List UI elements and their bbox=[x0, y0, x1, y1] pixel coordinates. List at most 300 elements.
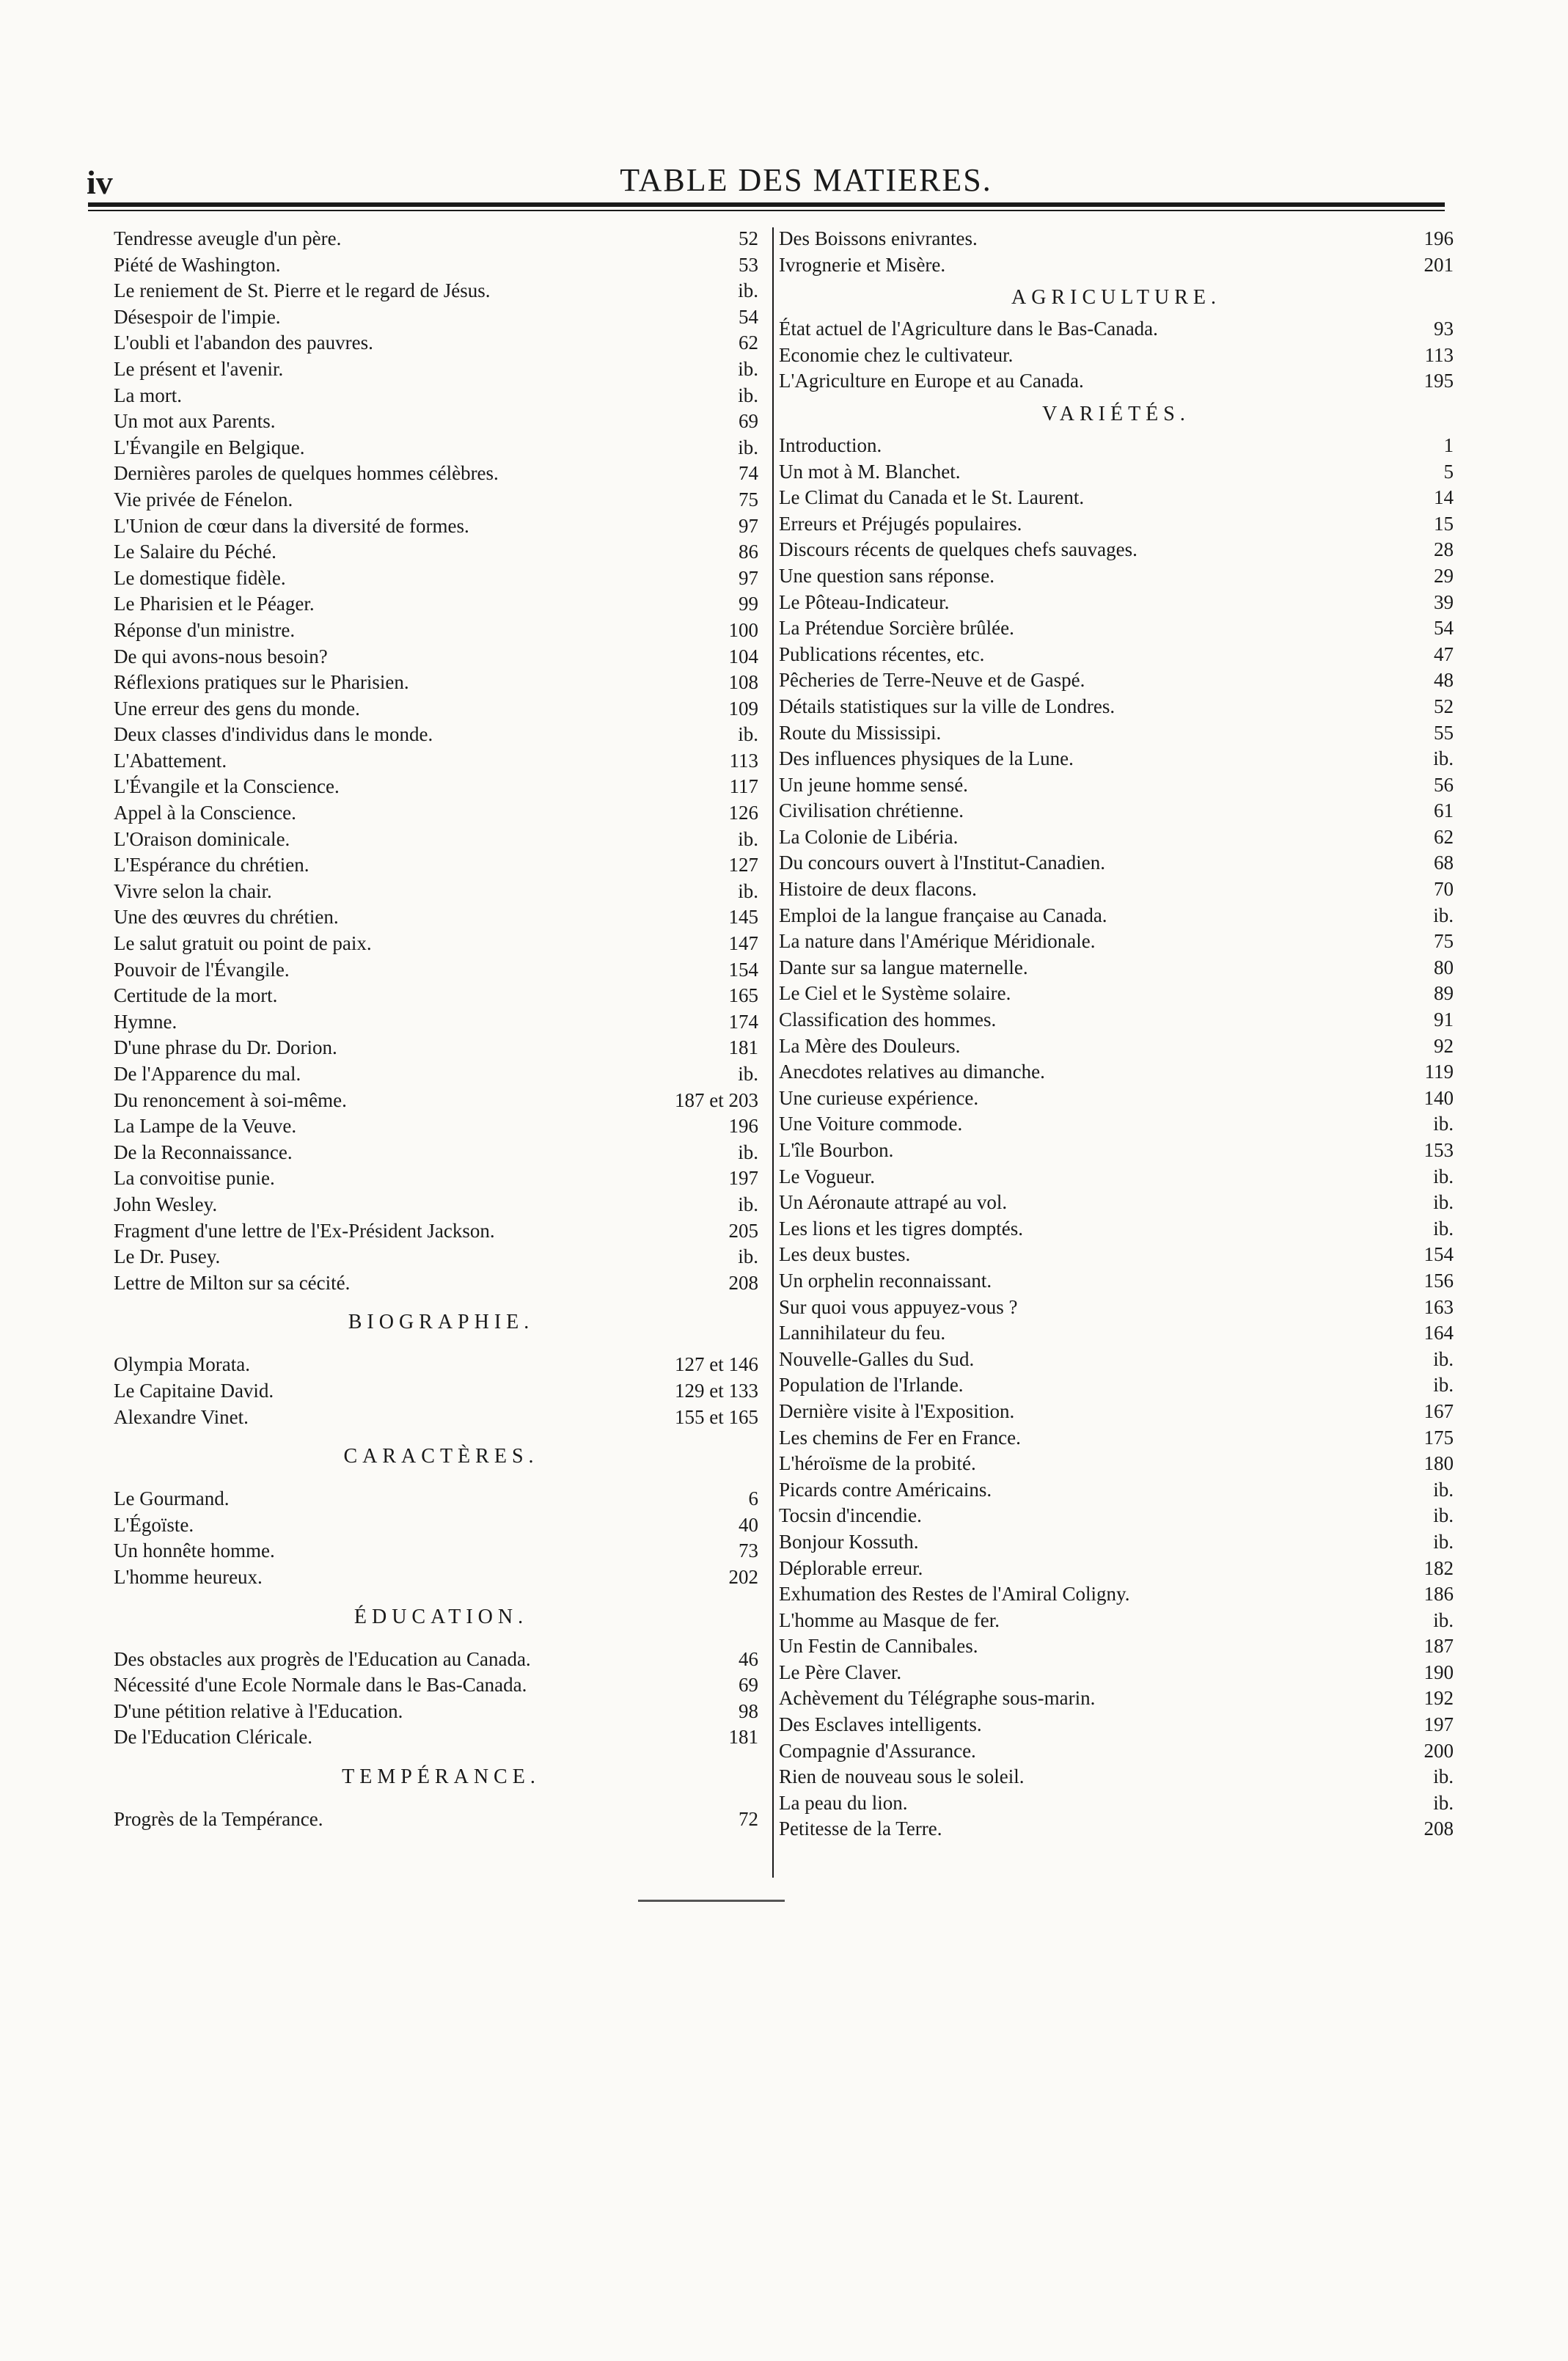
toc-entry-title: Rien de nouveau sous le soleil. bbox=[779, 1765, 1025, 1788]
toc-entry-title: Vivre selon la chair. bbox=[114, 879, 272, 902]
toc-entry bbox=[114, 591, 769, 618]
toc-entry bbox=[114, 1113, 769, 1140]
toc-entry bbox=[779, 226, 1454, 252]
toc-entry-title: Le Dr. Pusey. bbox=[114, 1245, 221, 1268]
toc-entry-page: 47 bbox=[1434, 643, 1454, 665]
toc-entry bbox=[779, 1268, 1454, 1295]
toc-entry-title: Sur quoi vous appuyez-vous ? bbox=[779, 1295, 1018, 1318]
toc-entry-page: 68 bbox=[1434, 852, 1454, 874]
column-divider bbox=[772, 227, 774, 1878]
toc-entry bbox=[114, 1035, 769, 1061]
toc-entry bbox=[114, 1352, 769, 1378]
toc-entry bbox=[779, 537, 1454, 563]
toc-entry-page: 155 et 165 bbox=[675, 1405, 758, 1428]
toc-entry bbox=[114, 618, 769, 644]
toc-entry-title: Le Capitaine David. bbox=[114, 1379, 274, 1402]
toc-entry-page: 208 bbox=[728, 1271, 758, 1294]
toc-entry bbox=[114, 409, 769, 435]
toc-entry bbox=[779, 1007, 1454, 1033]
toc-entry-title: L'Agriculture en Europe et au Canada. bbox=[779, 370, 1084, 392]
toc-entry-title: Désespoir de l'impie. bbox=[114, 305, 281, 328]
toc-entry-title: Emploi de la langue française au Canada. bbox=[779, 904, 1107, 926]
toc-entry bbox=[114, 696, 769, 722]
toc-entry bbox=[779, 485, 1454, 511]
toc-entry-page: ib. bbox=[1433, 1530, 1454, 1553]
toc-entry bbox=[779, 1764, 1454, 1790]
toc-entry-page: 147 bbox=[728, 932, 758, 955]
toc-entry bbox=[114, 1378, 769, 1405]
toc-entry-page: 52 bbox=[1434, 695, 1454, 717]
toc-entry-page: ib. bbox=[1433, 904, 1454, 926]
toc-entry-page: 75 bbox=[1434, 930, 1454, 953]
toc-entry-title: Pouvoir de l'Évangile. bbox=[114, 958, 290, 981]
toc-entry bbox=[114, 774, 769, 800]
toc-entry bbox=[779, 1033, 1454, 1060]
toc-entry bbox=[779, 1372, 1454, 1399]
toc-entry-title: La Lampe de la Veuve. bbox=[114, 1115, 297, 1138]
toc-entry-page: 53 bbox=[739, 253, 758, 276]
toc-entry-title: L'héroïsme de la probité. bbox=[779, 1452, 976, 1475]
toc-entry bbox=[779, 824, 1454, 851]
toc-entry bbox=[114, 1192, 769, 1218]
toc-entry bbox=[779, 1111, 1454, 1138]
toc-entry-title: Bonjour Kossuth. bbox=[779, 1530, 919, 1553]
toc-entry-title: Des influences physiques de la Lune. bbox=[779, 747, 1074, 770]
toc-entry-page: ib. bbox=[738, 1245, 758, 1268]
toc-entry-page: 73 bbox=[739, 1540, 758, 1562]
toc-entry bbox=[779, 1059, 1454, 1086]
toc-entry-page: ib. bbox=[1433, 1191, 1454, 1214]
toc-entry-page: 164 bbox=[1424, 1322, 1454, 1344]
page-number: iv bbox=[87, 164, 113, 201]
toc-entry-page: 192 bbox=[1424, 1687, 1454, 1710]
toc-entry bbox=[779, 667, 1454, 694]
toc-entry-title: Un honnête homme. bbox=[114, 1540, 275, 1562]
toc-entry bbox=[114, 226, 769, 252]
toc-entry-page: ib. bbox=[1433, 1113, 1454, 1135]
toc-entry-title: L'homme heureux. bbox=[114, 1565, 263, 1588]
toc-entry bbox=[114, 1218, 769, 1245]
toc-entry-page: 62 bbox=[1434, 825, 1454, 848]
toc-entry-title: Anecdotes relatives au dimanche. bbox=[779, 1061, 1045, 1083]
toc-entry-title: Le Climat du Canada et le St. Laurent. bbox=[779, 486, 1085, 509]
toc-entry-page: 54 bbox=[739, 305, 758, 328]
toc-entry-title: Hymne. bbox=[114, 1010, 177, 1033]
toc-entry-page: 69 bbox=[739, 410, 758, 433]
header-rule-thick bbox=[88, 202, 1445, 207]
toc-entry bbox=[114, 356, 769, 383]
toc-entry-page: 40 bbox=[739, 1513, 758, 1536]
toc-entry-page: 6 bbox=[748, 1487, 758, 1510]
toc-entry-page: 195 bbox=[1424, 370, 1454, 392]
toc-entry-title: Lannihilateur du feu. bbox=[779, 1322, 946, 1344]
toc-entry-title: Des obstacles aux progrès de l'Education au Canada. bbox=[114, 1647, 531, 1670]
toc-entry-page: 69 bbox=[739, 1674, 758, 1696]
toc-entry bbox=[779, 1503, 1454, 1529]
toc-entry-page: ib. bbox=[1433, 1478, 1454, 1501]
toc-entry-page: 56 bbox=[1434, 773, 1454, 796]
toc-entry-title: Les deux bustes. bbox=[779, 1243, 911, 1266]
toc-entry bbox=[779, 368, 1454, 395]
toc-entry-title: L'Oraison dominicale. bbox=[114, 827, 290, 850]
toc-entry bbox=[114, 800, 769, 827]
toc-entry bbox=[114, 1088, 769, 1114]
toc-entry-title: Civilisation chrétienne. bbox=[779, 799, 964, 822]
toc-entry-title: Tendresse aveugle d'un père. bbox=[114, 227, 342, 249]
toc-entry bbox=[114, 1724, 769, 1751]
toc-entry-title: Dernière visite à l'Exposition. bbox=[779, 1399, 1015, 1422]
toc-entry bbox=[114, 1165, 769, 1192]
section-heading: TEMPÉRANCE. bbox=[342, 1765, 541, 1788]
toc-entry-title: Deux classes d'individus dans le monde. bbox=[114, 723, 433, 746]
toc-entry-title: John Wesley. bbox=[114, 1193, 218, 1215]
toc-entry-page: ib. bbox=[738, 1141, 758, 1163]
toc-entry-title: Economie chez le cultivateur. bbox=[779, 343, 1014, 366]
toc-entry bbox=[779, 1138, 1454, 1164]
toc-entry-page: 119 bbox=[1424, 1061, 1454, 1083]
toc-entry-page: 15 bbox=[1434, 512, 1454, 535]
toc-entry-page: 153 bbox=[1424, 1139, 1454, 1161]
toc-entry-page: 28 bbox=[1434, 538, 1454, 561]
toc-entry-title: Olympia Morata. bbox=[114, 1353, 250, 1376]
toc-entry bbox=[114, 748, 769, 775]
toc-entry-title: L'homme au Masque de fer. bbox=[779, 1608, 1000, 1631]
toc-entry-title: L'Évangile et la Conscience. bbox=[114, 775, 340, 798]
toc-entry-page: 48 bbox=[1434, 669, 1454, 692]
toc-entry bbox=[114, 304, 769, 331]
toc-entry-title: Le Vogueur. bbox=[779, 1165, 875, 1187]
toc-entry-title: Population de l'Irlande. bbox=[779, 1374, 964, 1397]
toc-entry bbox=[779, 772, 1454, 799]
toc-entry-page: 54 bbox=[1434, 617, 1454, 640]
toc-entry bbox=[779, 433, 1454, 459]
toc-entry-page: 182 bbox=[1424, 1556, 1454, 1579]
toc-entry-title: Réflexions pratiques sur le Pharisien. bbox=[114, 671, 409, 694]
toc-entry-page: 200 bbox=[1424, 1739, 1454, 1762]
toc-entry-title: Picards contre Américains. bbox=[779, 1478, 992, 1501]
toc-entry bbox=[779, 1086, 1454, 1112]
toc-entry-page: ib. bbox=[738, 723, 758, 746]
toc-entry-title: Petitesse de la Terre. bbox=[779, 1818, 942, 1840]
toc-entry bbox=[779, 1242, 1454, 1268]
toc-entry bbox=[779, 459, 1454, 486]
toc-entry-title: L'Union de cœur dans la diversité de formes. bbox=[114, 514, 469, 537]
toc-entry bbox=[114, 1486, 769, 1512]
toc-entry-page: 154 bbox=[1424, 1243, 1454, 1266]
toc-entry-title: Lettre de Milton sur sa cécité. bbox=[114, 1271, 351, 1294]
toc-entry bbox=[114, 904, 769, 931]
toc-entry bbox=[114, 1807, 769, 1833]
toc-entry-title: L'Égoïste. bbox=[114, 1513, 194, 1536]
toc-entry bbox=[779, 1738, 1454, 1765]
toc-entry-page: 205 bbox=[728, 1219, 758, 1242]
toc-entry bbox=[114, 278, 769, 304]
toc-entry-title: Le Pôteau-Indicateur. bbox=[779, 590, 950, 613]
toc-entry bbox=[779, 511, 1454, 538]
toc-entry bbox=[114, 435, 769, 461]
header-rule-thin bbox=[88, 210, 1445, 211]
toc-entry-title: Fragment d'une lettre de l'Ex-Président Jackson. bbox=[114, 1219, 495, 1242]
toc-entry-title: Un Festin de Cannibales. bbox=[779, 1635, 978, 1658]
toc-entry-title: Appel à la Conscience. bbox=[114, 802, 296, 824]
toc-entry bbox=[114, 670, 769, 696]
toc-entry-page: 187 bbox=[1424, 1635, 1454, 1658]
toc-entry bbox=[779, 981, 1454, 1007]
toc-entry-page: 180 bbox=[1424, 1452, 1454, 1475]
toc-entry-page: 108 bbox=[728, 671, 758, 694]
toc-entry bbox=[779, 1633, 1454, 1660]
toc-entry-title: Une question sans réponse. bbox=[779, 564, 994, 587]
toc-entry-title: Le domestique fidèle. bbox=[114, 566, 286, 589]
toc-entry-page: 181 bbox=[728, 1036, 758, 1059]
toc-entry-page: 117 bbox=[729, 775, 758, 798]
toc-entry-page: 100 bbox=[728, 618, 758, 641]
toc-entry bbox=[114, 1270, 769, 1297]
toc-entry-page: 1 bbox=[1443, 433, 1454, 456]
toc-entry-page: 61 bbox=[1434, 799, 1454, 822]
toc-entry-title: Une erreur des gens du monde. bbox=[114, 697, 360, 720]
toc-entry-page: ib. bbox=[738, 384, 758, 406]
toc-entry-page: 113 bbox=[729, 749, 758, 772]
toc-entry bbox=[779, 1556, 1454, 1582]
toc-entry-title: Dernières paroles de quelques hommes célèbres. bbox=[114, 462, 499, 485]
toc-entry bbox=[779, 1712, 1454, 1738]
toc-entry bbox=[114, 1405, 769, 1431]
toc-entry-title: La Prétendue Sorcière brûlée. bbox=[779, 617, 1014, 640]
toc-entry bbox=[779, 1581, 1454, 1608]
toc-entry bbox=[779, 694, 1454, 720]
toc-entry bbox=[114, 827, 769, 853]
toc-entry-title: De l'Apparence du mal. bbox=[114, 1063, 301, 1085]
toc-entry-page: 72 bbox=[739, 1807, 758, 1830]
toc-entry-page: 86 bbox=[739, 541, 758, 563]
section-heading: CARACTÈRES. bbox=[343, 1445, 539, 1468]
toc-entry-page: ib. bbox=[1433, 1347, 1454, 1370]
toc-entry bbox=[779, 1190, 1454, 1216]
toc-entry-page: 129 et 133 bbox=[675, 1379, 758, 1402]
toc-entry bbox=[114, 487, 769, 513]
toc-entry-title: De la Reconnaissance. bbox=[114, 1141, 293, 1163]
toc-entry-page: 62 bbox=[739, 332, 758, 354]
toc-entry bbox=[779, 343, 1454, 369]
toc-entry bbox=[114, 252, 769, 279]
toc-entry-title: Publications récentes, etc. bbox=[779, 643, 985, 665]
section-heading: ÉDUCATION. bbox=[353, 1605, 529, 1628]
toc-entry-page: 156 bbox=[1424, 1269, 1454, 1292]
toc-entry-page: ib. bbox=[1433, 1504, 1454, 1527]
toc-entry bbox=[779, 1790, 1454, 1817]
toc-entry-page: ib. bbox=[1433, 1217, 1454, 1240]
toc-entry-title: La Mère des Douleurs. bbox=[779, 1034, 961, 1057]
toc-entry-title: Le Père Claver. bbox=[779, 1661, 902, 1683]
toc-entry bbox=[779, 876, 1454, 903]
toc-entry bbox=[779, 929, 1454, 955]
section-heading: VARIÉTÉS. bbox=[1042, 402, 1190, 425]
toc-entry-page: 190 bbox=[1424, 1661, 1454, 1683]
toc-entry-title: Classification des hommes. bbox=[779, 1009, 997, 1031]
toc-entry-title: Discours récents de quelques chefs sauvages. bbox=[779, 538, 1137, 561]
toc-entry-title: Ivrognerie et Misère. bbox=[779, 253, 946, 276]
toc-entry-title: Réponse d'un ministre. bbox=[114, 618, 296, 641]
toc-entry-page: 55 bbox=[1434, 721, 1454, 744]
toc-entry-page: 14 bbox=[1434, 486, 1454, 509]
toc-entry bbox=[779, 1529, 1454, 1556]
toc-entry-page: 127 bbox=[728, 854, 758, 876]
toc-entry-title: D'une phrase du Dr. Dorion. bbox=[114, 1036, 337, 1059]
toc-entry bbox=[114, 931, 769, 957]
toc-entry-page: 89 bbox=[1434, 982, 1454, 1005]
toc-entry-page: 70 bbox=[1434, 878, 1454, 901]
toc-entry bbox=[779, 1816, 1454, 1842]
toc-entry-page: 163 bbox=[1424, 1295, 1454, 1318]
toc-entry-page: 186 bbox=[1424, 1583, 1454, 1606]
toc-entry-title: De qui avons-nous besoin? bbox=[114, 645, 328, 667]
toc-entry-title: Alexandre Vinet. bbox=[114, 1405, 249, 1428]
toc-entry-title: Tocsin d'incendie. bbox=[779, 1504, 922, 1527]
toc-entry bbox=[779, 1399, 1454, 1425]
toc-entry-title: Détails statistiques sur la ville de Londres. bbox=[779, 695, 1115, 717]
toc-entry bbox=[779, 1164, 1454, 1190]
toc-entry-title: Une curieuse expérience. bbox=[779, 1086, 979, 1109]
toc-entry-page: 39 bbox=[1434, 590, 1454, 613]
toc-entry-title: Du concours ouvert à l'Institut-Canadien. bbox=[779, 852, 1105, 874]
toc-entry-page: 97 bbox=[739, 514, 758, 537]
toc-entry bbox=[779, 590, 1454, 616]
toc-entry bbox=[114, 722, 769, 748]
toc-entry-page: 109 bbox=[728, 697, 758, 720]
toc-entry bbox=[114, 565, 769, 592]
toc-entry-page: ib. bbox=[738, 1193, 758, 1215]
toc-entry-title: Introduction. bbox=[779, 433, 882, 456]
toc-entry-page: ib. bbox=[1433, 1608, 1454, 1631]
toc-entry bbox=[114, 983, 769, 1009]
toc-entry-title: Une Voiture commode. bbox=[779, 1113, 963, 1135]
toc-entry bbox=[779, 1347, 1454, 1373]
toc-entry-title: Déplorable erreur. bbox=[779, 1556, 923, 1579]
toc-entry-page: 74 bbox=[739, 462, 758, 485]
left-column bbox=[114, 226, 769, 1832]
toc-entry bbox=[114, 513, 769, 540]
toc-entry-title: La peau du lion. bbox=[779, 1791, 908, 1814]
toc-entry-title: Un orphelin reconnaissant. bbox=[779, 1269, 992, 1292]
toc-entry bbox=[779, 1216, 1454, 1242]
toc-entry-title: Le présent et l'avenir. bbox=[114, 357, 284, 380]
toc-entry bbox=[779, 642, 1454, 668]
toc-entry-title: L'île Bourbon. bbox=[779, 1139, 894, 1161]
toc-entry-page: 187 et 203 bbox=[675, 1088, 758, 1111]
toc-entry-page: 104 bbox=[728, 645, 758, 667]
toc-entry bbox=[114, 1538, 769, 1564]
toc-entry bbox=[779, 850, 1454, 876]
toc-entry-page: 113 bbox=[1424, 343, 1454, 366]
toc-entry-title: L'Évangile en Belgique. bbox=[114, 436, 305, 458]
toc-entry-page: ib. bbox=[1433, 1765, 1454, 1788]
toc-entry bbox=[779, 746, 1454, 772]
toc-entry-page: 202 bbox=[728, 1565, 758, 1588]
toc-entry-title: D'une pétition relative à l'Education. bbox=[114, 1699, 403, 1722]
toc-entry-title: État actuel de l'Agriculture dans le Bas-Canada. bbox=[779, 318, 1158, 340]
section-heading: BIOGRAPHIE. bbox=[348, 1311, 535, 1334]
toc-entry-title: Le salut gratuit ou point de paix. bbox=[114, 932, 372, 955]
toc-entry-title: La convoitise punie. bbox=[114, 1167, 275, 1190]
toc-entry-title: Achèvement du Télégraphe sous-marin. bbox=[779, 1687, 1096, 1710]
toc-entry-page: 175 bbox=[1424, 1426, 1454, 1449]
toc-entry-page: 140 bbox=[1424, 1086, 1454, 1109]
toc-entry bbox=[114, 1564, 769, 1591]
toc-entry-page: ib. bbox=[1433, 1165, 1454, 1187]
toc-entry bbox=[114, 957, 769, 984]
toc-entry-page: ib. bbox=[738, 879, 758, 902]
toc-entry-title: Une des œuvres du chrétien. bbox=[114, 906, 339, 929]
toc-entry-page: 167 bbox=[1424, 1399, 1454, 1422]
toc-entry bbox=[114, 1140, 769, 1166]
toc-entry bbox=[779, 720, 1454, 747]
toc-entry-page: 145 bbox=[728, 906, 758, 929]
toc-entry bbox=[779, 1477, 1454, 1504]
right-column bbox=[779, 226, 1454, 1842]
toc-entry-title: Le Gourmand. bbox=[114, 1487, 230, 1510]
toc-entry-page: 126 bbox=[728, 802, 758, 824]
toc-entry-page: 154 bbox=[728, 958, 758, 981]
toc-entry-title: Pêcheries de Terre-Neuve et de Gaspé. bbox=[779, 669, 1085, 692]
toc-entry bbox=[114, 1061, 769, 1088]
toc-entry-title: Le Pharisien et le Péager. bbox=[114, 593, 315, 615]
toc-entry bbox=[779, 316, 1454, 343]
toc-entry bbox=[114, 461, 769, 487]
toc-entry-title: Progrès de la Tempérance. bbox=[114, 1807, 323, 1830]
toc-entry-title: Erreurs et Préjugés populaires. bbox=[779, 512, 1022, 535]
toc-entry-title: Les lions et les tigres domptés. bbox=[779, 1217, 1023, 1240]
toc-entry bbox=[779, 1660, 1454, 1686]
toc-entry-page: 97 bbox=[739, 566, 758, 589]
toc-entry-title: Un mot aux Parents. bbox=[114, 410, 276, 433]
toc-entry bbox=[114, 1672, 769, 1699]
toc-entry-title: De l'Education Cléricale. bbox=[114, 1726, 313, 1749]
toc-entry bbox=[779, 1608, 1454, 1634]
toc-entry-page: 174 bbox=[728, 1010, 758, 1033]
toc-entry-title: Le Salaire du Péché. bbox=[114, 541, 276, 563]
toc-entry-title: Un mot à M. Blanchet. bbox=[779, 460, 961, 483]
toc-entry-page: 92 bbox=[1434, 1034, 1454, 1057]
toc-entry-title: La nature dans l'Amérique Méridionale. bbox=[779, 930, 1096, 953]
toc-entry-title: L'oubli et l'abandon des pauvres. bbox=[114, 332, 373, 354]
toc-entry-title: La mort. bbox=[114, 384, 182, 406]
toc-entry-page: 201 bbox=[1424, 253, 1454, 276]
toc-entry bbox=[114, 1512, 769, 1539]
toc-entry-page: 196 bbox=[1424, 227, 1454, 249]
toc-entry-title: Histoire de deux flacons. bbox=[779, 878, 977, 901]
toc-entry bbox=[779, 1451, 1454, 1477]
toc-entry bbox=[779, 1320, 1454, 1347]
toc-entry bbox=[114, 879, 769, 905]
toc-entry-page: ib. bbox=[738, 827, 758, 850]
toc-entry-title: Du renoncement à soi-même. bbox=[114, 1088, 347, 1111]
toc-entry-page: 75 bbox=[739, 488, 758, 510]
toc-entry-title: Des Esclaves intelligents. bbox=[779, 1713, 982, 1736]
toc-entry-page: ib. bbox=[1433, 1791, 1454, 1814]
toc-entry-title: Exhumation des Restes de l'Amiral Coligny. bbox=[779, 1583, 1130, 1606]
toc-entry-title: L'Abattement. bbox=[114, 749, 227, 772]
toc-entry bbox=[114, 852, 769, 879]
toc-entry-title: Route du Mississipi. bbox=[779, 721, 942, 744]
toc-entry-page: ib. bbox=[1433, 747, 1454, 770]
toc-entry-page: 29 bbox=[1434, 564, 1454, 587]
toc-entry bbox=[114, 1647, 769, 1673]
toc-entry-title: Compagnie d'Assurance. bbox=[779, 1739, 976, 1762]
toc-entry-title: Le reniement de St. Pierre et le regard de Jésus. bbox=[114, 279, 491, 302]
toc-entry bbox=[779, 798, 1454, 824]
toc-entry-title: Nécessité d'une Ecole Normale dans le Bas-Canada. bbox=[114, 1674, 527, 1696]
